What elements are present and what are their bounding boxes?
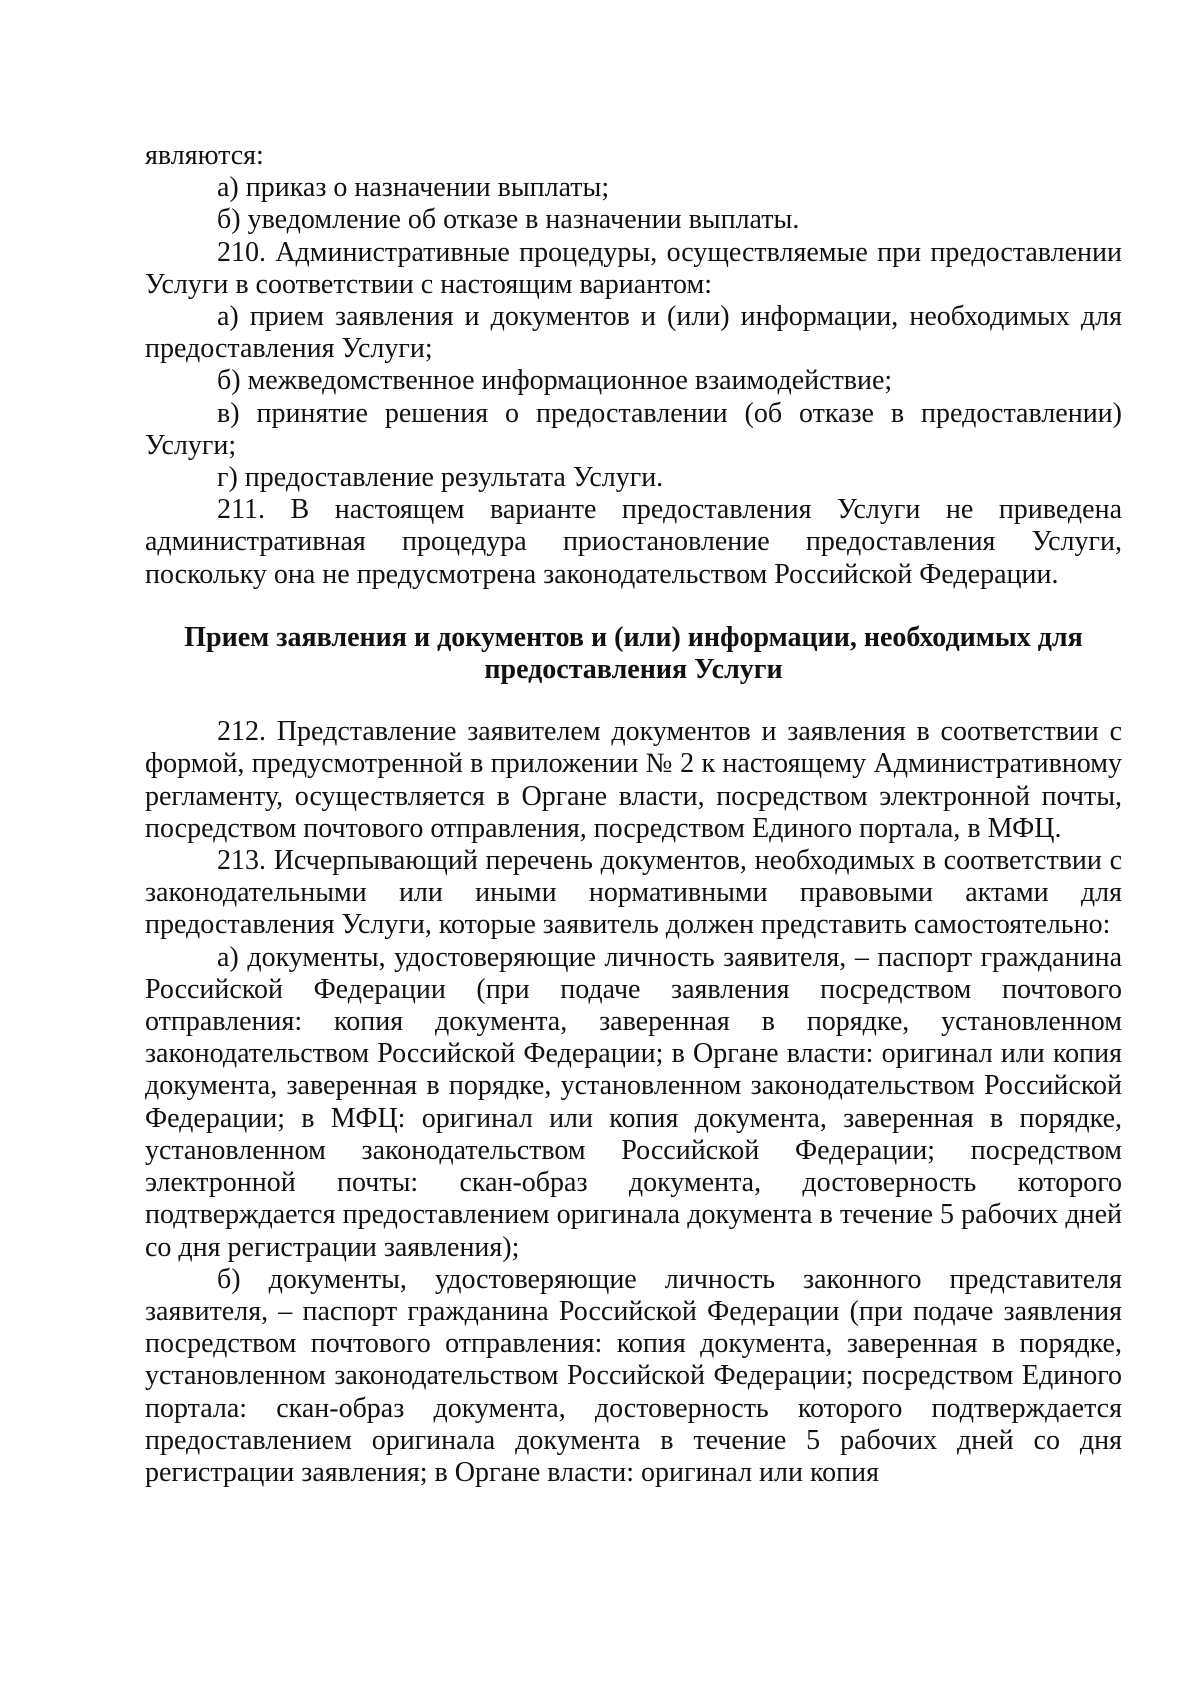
paragraph-212: 212. Представление заявителем документов и заявления в соответствии с формой, предусмотренной в приложении № 2 к настоящему Административному регламенту, осуществляется в Органе власти, посредством электронной почты, посредством почтового отправления, посредством Единого портала, в МФЦ. (145, 716, 1122, 844)
paragraph-213-item-a: а) документы, удостоверяющие личность заявителя, – паспорт гражданина Российской Федерации (при подаче заявления посредством почтового отправления: копия документа, заверенная в порядке, установленном законодательством Российской Федерации; в Органе власти: оригинал или копия документа, заверенная в порядке, установленном законодательством Российской Федерации; в МФЦ: оригинал или копия документа, заверенная в порядке, установленном законодательством Российской Федерации; посредством электронной почты: скан-образ документа, достоверность которого подтверждается предоставлением оригинала документа в течение 5 рабочих дней со дня регистрации заявления); (145, 941, 1122, 1263)
paragraph-210-item-a: а) прием заявления и документов и (или) информации, необходимых для предоставления Услуги; (145, 301, 1122, 365)
spacer (145, 591, 1122, 622)
paragraph-item-b: б) уведомление об отказе в назначении выплаты. (217, 204, 800, 236)
section-heading: Прием заявления и документов и (или) информации, необходимых для предоставления Услуги (184, 621, 1083, 686)
paragraph-213: 213. Исчерпывающий перечень документов, необходимых в соответствии с законодательными или иными нормативными правовыми актами для предоставления Услуги, которые заявитель должен представить самостоятельно: (145, 845, 1122, 941)
document-page (145, 140, 1122, 1489)
paragraph-210-item-b: б) межведомственное информационное взаимодействие; (217, 365, 893, 397)
paragraph-213-item-b: б) документы, удостоверяющие личность законного представителя заявителя, – паспорт гражданина Российской Федерации (при подаче заявления посредством почтового отправления: копия документа, заверенная в порядке, установленном законодательством Российской Федерации; посредством Единого портала: скан-образ документа, достоверность которого подтверждается предоставлением оригинала документа в течение 5 рабочих дней со дня регистрации заявления; в Органе власти: оригинал или копия (145, 1263, 1122, 1488)
paragraph-210-item-v: в) принятие решения о предоставлении (об отказе в предоставлении) Услуги; (145, 397, 1122, 461)
paragraph-continuation: являются: (145, 140, 264, 171)
paragraph-211: 211. В настоящем варианте предоставления Услуги не приведена административная процедура приостановление предоставления Услуги, поскольку она не предусмотрена законодательством Российской Федерации. (145, 494, 1122, 590)
paragraph-item-a: а) приказ о назначении выплаты; (217, 172, 610, 204)
paragraph-210: 210. Административные процедуры, осуществляемые при предоставлении Услуги в соответствии с настоящим вариантом: (145, 236, 1122, 300)
paragraph-210-item-g: г) предоставление результата Услуги. (217, 462, 664, 494)
spacer (145, 686, 1122, 716)
